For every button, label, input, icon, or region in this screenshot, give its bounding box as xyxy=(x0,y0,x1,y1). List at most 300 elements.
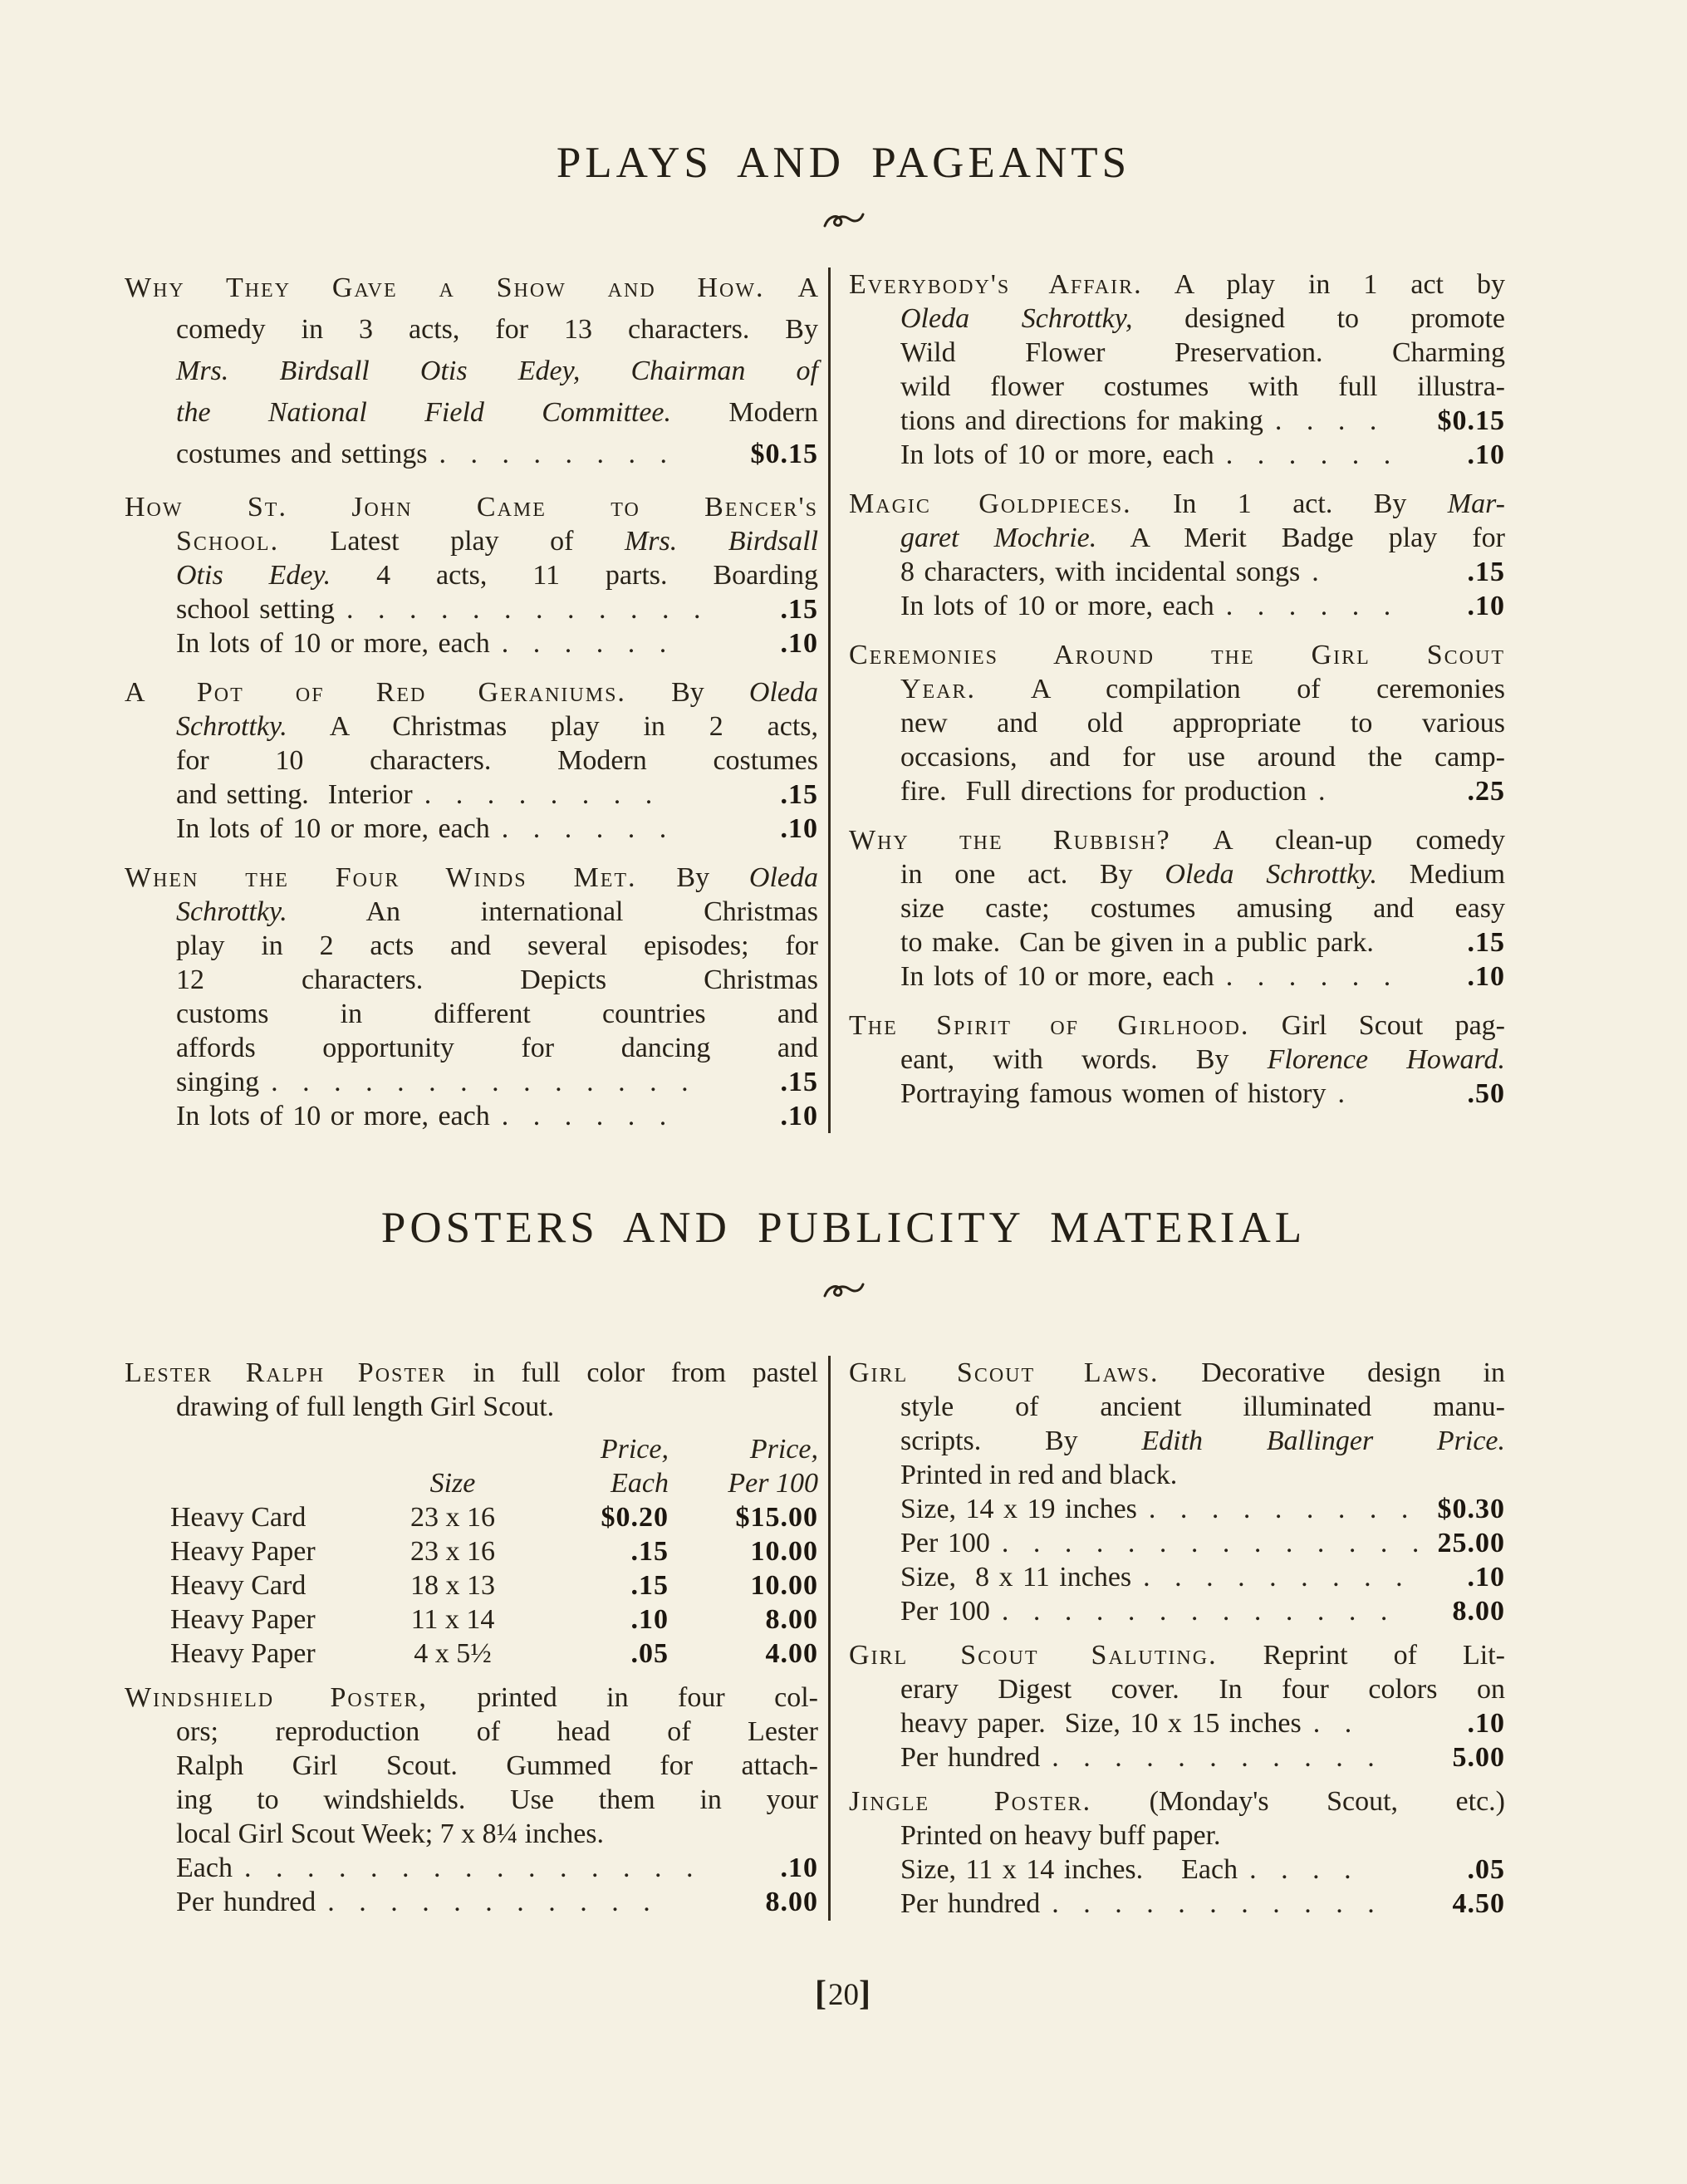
price-value: .10 xyxy=(1467,961,1505,992)
price-each-cell: .10 xyxy=(630,1604,669,1635)
size-cell: 18 x 13 xyxy=(410,1570,495,1601)
size-cell: Size xyxy=(429,1468,476,1499)
item-title-text: Magic Goldpieces. xyxy=(849,488,1132,519)
entry-line xyxy=(125,558,818,592)
dot-leader: . . . . . . . . . . . xyxy=(1052,1742,1382,1773)
entry-line xyxy=(849,1853,1505,1887)
section-ornament xyxy=(0,209,1687,234)
entry-line xyxy=(849,1043,1505,1077)
entry-line xyxy=(125,1099,818,1133)
dot-leader: . . . . . . . . . . . xyxy=(327,1887,658,1917)
body-text: new and old appropriate to various xyxy=(900,708,1505,739)
entry-line xyxy=(849,370,1505,404)
body-text: 4 acts, 11 parts. Boarding xyxy=(331,560,818,591)
entry-line xyxy=(125,434,818,475)
fleuron-icon xyxy=(822,1279,866,1304)
size-cell xyxy=(378,1432,527,1466)
price-per100-cell: 8.00 xyxy=(765,1604,818,1635)
plays-right-column xyxy=(849,267,1505,1133)
entry-line xyxy=(849,1492,1505,1526)
body-text: An international Christmas xyxy=(287,896,818,927)
item-title-text: Jingle Poster. xyxy=(849,1786,1092,1817)
table-row xyxy=(170,1602,818,1637)
item-title-text: A Pot of Red Geraniums. xyxy=(125,677,626,708)
price-value: .15 xyxy=(1467,927,1505,958)
body-text: in full color from pastel xyxy=(446,1357,818,1388)
stock-cell: Heavy Paper xyxy=(170,1536,316,1567)
entry-line xyxy=(849,1560,1505,1594)
body-text: wild flower costumes with full illustra- xyxy=(900,371,1505,402)
catalog-entry xyxy=(849,1009,1505,1111)
entry-line xyxy=(125,812,818,846)
price-value: .10 xyxy=(1467,591,1505,621)
entry-line xyxy=(125,1783,818,1817)
entry-line xyxy=(849,1818,1505,1853)
author-text: Oleda Schrottky, xyxy=(900,303,1133,334)
leader-text xyxy=(900,1492,1137,1526)
body-text: Modern xyxy=(671,397,818,428)
body-text: Latest play of xyxy=(279,526,625,557)
item-title-text: Everybody's Affair. xyxy=(849,269,1143,300)
size-cell: 23 x 16 xyxy=(410,1502,495,1533)
stock-cell: Heavy Paper xyxy=(170,1604,316,1635)
entry-line xyxy=(125,490,818,524)
body-text: singing xyxy=(176,1067,260,1097)
body-text: Reprint of Lit- xyxy=(1217,1640,1505,1671)
price-value: .25 xyxy=(1467,776,1505,807)
dot-leader: . . . . . . . . . . . xyxy=(1052,1888,1382,1919)
body-text: printed in four col- xyxy=(427,1682,818,1713)
author-text: garet Mochrie. xyxy=(900,523,1097,553)
body-text: Size, 14 x 19 inches xyxy=(900,1494,1137,1524)
entry-line xyxy=(849,1424,1505,1458)
page-number xyxy=(0,1974,1687,2014)
price-each-cell: .15 xyxy=(630,1536,669,1567)
section-title-posters-and-publicity: POSTERS AND PUBLICITY MATERIAL xyxy=(380,1204,1307,1252)
body-text: Per hundred xyxy=(900,1888,1041,1919)
dot-leader: . . . . . . xyxy=(501,1101,674,1131)
entry-line xyxy=(125,675,818,709)
price-each-cell: Each xyxy=(611,1468,669,1499)
author-text: Edith Ballinger Price. xyxy=(1141,1426,1506,1456)
body-text: drawing of full length Girl Scout. xyxy=(176,1391,555,1422)
body-text: In lots of 10 or more, each xyxy=(176,628,490,659)
entry-line xyxy=(849,1740,1505,1774)
leader-text xyxy=(900,774,1307,808)
item-title-text: Lester Ralph Poster xyxy=(125,1357,447,1388)
entry-line xyxy=(125,929,818,963)
column-divider-rule xyxy=(828,267,831,1133)
leader-text xyxy=(900,1526,990,1560)
item-title-text: Why They Gave a Show and How. xyxy=(125,272,765,303)
author-text: Schrottky. xyxy=(176,896,287,927)
dot-leader: . xyxy=(1312,557,1327,587)
dot-leader: . . . . . . xyxy=(1225,439,1399,470)
catalog-entry xyxy=(849,267,1505,472)
folio-close-bracket: ] xyxy=(859,1975,872,2013)
item-title-text: Windshield Poster, xyxy=(125,1682,428,1713)
body-text: designed to promote xyxy=(1132,303,1505,334)
price-value: .10 xyxy=(780,628,818,659)
entry-line xyxy=(125,744,818,778)
body-text: Portraying famous women of history xyxy=(900,1078,1327,1109)
catalog-entry xyxy=(849,487,1505,623)
body-text: comedy in 3 acts, for 13 characters. By xyxy=(176,314,818,345)
leader-text xyxy=(176,1065,259,1099)
table-row xyxy=(170,1500,818,1534)
leader-text xyxy=(176,1851,233,1885)
entry-line xyxy=(849,1009,1505,1043)
catalog-entry xyxy=(849,1356,1505,1628)
dot-leader: . . . . . . . . xyxy=(439,439,675,469)
body-text: Each xyxy=(176,1853,233,1883)
plays-left-column xyxy=(125,267,818,1133)
entry-line xyxy=(849,521,1505,555)
body-text: In lots of 10 or more, each xyxy=(176,1101,490,1131)
table-row xyxy=(170,1568,818,1602)
author-text: Oleda Schrottky. xyxy=(1165,859,1378,890)
leader-text xyxy=(900,404,1263,438)
entry-line xyxy=(125,963,818,997)
price-per100-cell: Price, xyxy=(749,1434,818,1465)
author-text: Schrottky. xyxy=(176,711,287,742)
section-ornament xyxy=(0,1279,1687,1304)
item-title-text: Girl Scout Saluting. xyxy=(849,1640,1218,1671)
leader-text xyxy=(900,589,1214,623)
leader-text xyxy=(176,434,428,475)
author-text: Florence Howard. xyxy=(1267,1044,1505,1075)
author-text: the National Field Committee. xyxy=(176,397,672,428)
price-value: $0.15 xyxy=(1437,405,1505,436)
body-text: affords opportunity for dancing and xyxy=(176,1033,818,1063)
catalog-entry xyxy=(125,675,818,846)
entry-line xyxy=(849,1887,1505,1921)
poster-price-table xyxy=(125,1432,818,1671)
body-text: In lots of 10 or more, each xyxy=(900,591,1214,621)
body-text: A Merit Badge play for xyxy=(1096,523,1505,553)
body-text: play in 2 acts and several episodes; for xyxy=(176,930,818,961)
size-cell: 11 x 14 xyxy=(410,1604,495,1635)
leader-text xyxy=(900,555,1300,589)
entry-line xyxy=(849,1638,1505,1672)
dot-leader: . . xyxy=(1312,1708,1360,1739)
entry-line xyxy=(125,1681,818,1715)
entry-line xyxy=(849,1390,1505,1424)
entry-line xyxy=(849,555,1505,589)
entry-line xyxy=(849,1356,1505,1390)
dot-leader: . . . . xyxy=(1274,405,1385,436)
leader-text xyxy=(900,959,1214,994)
leader-text xyxy=(900,1560,1131,1594)
size-cell: 23 x 16 xyxy=(410,1536,495,1567)
body-text: A xyxy=(764,272,818,303)
table-row xyxy=(170,1637,818,1671)
price-value: $0.15 xyxy=(750,439,818,469)
body-text: and setting. Interior xyxy=(176,779,413,810)
leader-text xyxy=(900,1594,990,1628)
leader-text xyxy=(900,1077,1327,1111)
leader-text xyxy=(176,626,490,660)
entry-line xyxy=(125,309,818,351)
catalog-entry xyxy=(125,267,818,475)
entry-line xyxy=(125,267,818,309)
entry-line xyxy=(849,1526,1505,1560)
dot-leader: . . . . . . xyxy=(501,628,674,659)
folio-number: 20 xyxy=(828,1978,859,2012)
stock-cell: Heavy Paper xyxy=(170,1638,316,1669)
price-value: .10 xyxy=(1467,1562,1505,1593)
author-text: Mrs. Birdsall Otis Edey, Chairman of xyxy=(176,356,818,386)
entry-line xyxy=(125,709,818,744)
body-text: eant, with words. By xyxy=(900,1044,1268,1075)
body-text: costumes and settings xyxy=(176,439,428,469)
body-text: Printed on heavy buff paper. xyxy=(900,1820,1221,1851)
body-text: In lots of 10 or more, each xyxy=(176,813,490,844)
catalog-entry xyxy=(125,1681,818,1919)
leader-text xyxy=(176,778,413,812)
entry-line xyxy=(125,861,818,895)
body-text: Printed in red and black. xyxy=(900,1460,1178,1490)
leader-text xyxy=(176,592,335,626)
body-text: size caste; costumes amusing and easy xyxy=(900,893,1505,924)
entry-line xyxy=(849,302,1505,336)
entry-line xyxy=(125,1065,818,1099)
leader-text xyxy=(900,1853,1238,1887)
price-value: .50 xyxy=(1467,1078,1505,1109)
leader-text xyxy=(900,925,1374,959)
body-text: Per hundred xyxy=(900,1742,1041,1773)
catalog-entry xyxy=(125,1356,818,1671)
body-text: Size, 8 x 11 inches xyxy=(900,1562,1132,1593)
entry-line xyxy=(849,487,1505,521)
author-text: Oleda xyxy=(748,862,818,893)
leader-text xyxy=(176,1099,490,1133)
body-text: heavy paper. Size, 10 x 15 inches xyxy=(900,1708,1302,1739)
body-text: ors; reproduction of head of Lester xyxy=(176,1716,818,1747)
table-row xyxy=(170,1534,818,1568)
leader-text xyxy=(176,812,490,846)
body-text: A play in 1 act by xyxy=(1142,269,1505,300)
entry-line xyxy=(125,1715,818,1749)
folio-open-bracket: [ xyxy=(815,1975,828,2013)
body-text: In lots of 10 or more, each xyxy=(900,961,1214,992)
dot-leader: . xyxy=(1337,1078,1352,1109)
catalog-entry xyxy=(849,638,1505,808)
body-text: A compilation of ceremonies xyxy=(976,674,1505,704)
price-per100-cell: Per 100 xyxy=(728,1468,818,1499)
body-text: tions and directions for making xyxy=(900,405,1263,436)
entry-line xyxy=(125,351,818,392)
author-text: Mrs. Birdsall xyxy=(624,526,819,557)
item-title-text: When the Four Winds Met. xyxy=(125,862,637,893)
posters-right-column xyxy=(849,1356,1505,1921)
item-title-text: Girl Scout Laws. xyxy=(849,1357,1160,1388)
body-text: Wild Flower Preservation. Charming xyxy=(900,337,1505,368)
price-each-cell: Price, xyxy=(600,1434,669,1465)
item-title-text: How St. John Came to Bencer's xyxy=(125,492,818,523)
entry-line xyxy=(849,1784,1505,1818)
entry-line xyxy=(125,1885,818,1919)
table-header-row xyxy=(170,1466,818,1500)
body-text: Size, 11 x 14 inches. Each xyxy=(900,1854,1238,1885)
entry-line xyxy=(125,1749,818,1783)
entry-line xyxy=(849,740,1505,774)
entry-line xyxy=(849,589,1505,623)
price-each-cell: .15 xyxy=(630,1570,669,1601)
body-text: school setting xyxy=(176,594,335,625)
entry-line xyxy=(849,638,1505,672)
column-divider-rule xyxy=(828,1356,831,1921)
price-value: 8.00 xyxy=(765,1887,818,1917)
fleuron-icon xyxy=(822,209,866,234)
entry-line xyxy=(125,997,818,1031)
body-text: A Christmas play in 2 acts, xyxy=(287,711,818,742)
entry-line xyxy=(849,774,1505,808)
catalog-entry xyxy=(849,1784,1505,1921)
body-text: Per 100 xyxy=(900,1596,990,1627)
body-text: erary Digest cover. In four colors on xyxy=(900,1674,1505,1705)
entry-line xyxy=(849,823,1505,857)
entry-line xyxy=(849,404,1505,438)
item-title-text: Ceremonies Around the Girl Scout xyxy=(849,640,1505,670)
dot-leader: . . . . . . xyxy=(501,813,674,844)
body-text: customs in different countries and xyxy=(176,999,818,1029)
body-text: occasions, and for use around the camp- xyxy=(900,742,1505,773)
price-value: 25.00 xyxy=(1437,1528,1505,1558)
price-each-cell: $0.20 xyxy=(601,1502,669,1533)
stock-cell xyxy=(170,1466,378,1500)
dot-leader: . . . . . . . . . . . . . . xyxy=(1001,1528,1427,1558)
body-text: By xyxy=(625,677,749,708)
catalog-entry xyxy=(125,861,818,1133)
entry-line xyxy=(849,857,1505,891)
entry-line xyxy=(125,1851,818,1885)
entry-line xyxy=(125,1817,818,1851)
entry-line xyxy=(125,895,818,929)
price-value: .05 xyxy=(1467,1854,1505,1885)
price-value: .10 xyxy=(1467,439,1505,470)
dot-leader: . . . . . . . . xyxy=(424,779,660,810)
price-value: .15 xyxy=(780,594,818,625)
dot-leader: . . . . . . . . . xyxy=(1143,1562,1410,1593)
entry-line xyxy=(849,706,1505,740)
dot-leader: . . . . . . xyxy=(1225,591,1399,621)
price-value: .15 xyxy=(780,1067,818,1097)
price-value: .15 xyxy=(780,779,818,810)
item-title-text: Year. xyxy=(900,674,977,704)
body-text: A clean-up comedy xyxy=(1170,825,1505,856)
price-value: .10 xyxy=(780,1853,818,1883)
leader-text xyxy=(900,1706,1302,1740)
body-text: in one act. By xyxy=(900,859,1165,890)
entry-line xyxy=(849,267,1505,302)
body-text: style of ancient illuminated manu- xyxy=(900,1391,1505,1422)
dot-leader: . . . . . . . . . . . . xyxy=(346,594,709,625)
price-value: .10 xyxy=(780,1101,818,1131)
catalog-entry xyxy=(125,490,818,660)
price-value: 4.50 xyxy=(1452,1888,1505,1919)
entry-line xyxy=(849,891,1505,925)
body-text: ing to windshields. Use them in your xyxy=(176,1784,818,1815)
body-text: In 1 act. By xyxy=(1131,488,1448,519)
dot-leader: . . . . . . . . . . . . . . xyxy=(271,1067,696,1097)
price-per100-cell: 10.00 xyxy=(750,1536,818,1567)
body-text: Per hundred xyxy=(176,1887,316,1917)
leader-text xyxy=(900,438,1214,472)
dot-leader: . . . . . . xyxy=(1225,961,1399,992)
entry-line xyxy=(125,524,818,558)
author-text: Otis Edey. xyxy=(176,560,331,591)
price-value: .10 xyxy=(780,813,818,844)
body-text: By xyxy=(636,862,749,893)
leader-text xyxy=(900,1887,1040,1921)
body-text: Per 100 xyxy=(900,1528,990,1558)
table-header-row xyxy=(170,1432,818,1466)
dot-leader: . xyxy=(1318,776,1333,807)
leader-text xyxy=(176,1885,316,1919)
entry-line xyxy=(125,626,818,660)
item-title-text: Why the Rubbish? xyxy=(849,825,1171,856)
catalog-entry xyxy=(849,1638,1505,1774)
entry-line xyxy=(125,392,818,434)
body-text: In lots of 10 or more, each xyxy=(900,439,1214,470)
entry-line xyxy=(125,1390,818,1424)
entry-line xyxy=(125,1356,818,1390)
entry-line xyxy=(849,925,1505,959)
entry-line xyxy=(849,438,1505,472)
body-text: Girl Scout pag- xyxy=(1249,1010,1505,1041)
body-text: (Monday's Scout, etc.) xyxy=(1091,1786,1505,1817)
dot-leader: . . . . . . . . . xyxy=(1148,1494,1416,1524)
entry-line xyxy=(849,672,1505,706)
stock-cell: Heavy Card xyxy=(170,1570,307,1601)
plays-section-columns xyxy=(125,267,1505,1133)
entry-line xyxy=(849,336,1505,370)
body-text: local Girl Scout Week; 7 x 8¼ inches. xyxy=(176,1818,605,1849)
entry-line xyxy=(125,592,818,626)
body-text: scripts. By xyxy=(900,1426,1142,1456)
section-title-plays-and-pageants: PLAYS AND PAGEANTS xyxy=(556,139,1131,187)
body-text: for 10 characters. Modern costumes xyxy=(176,745,818,776)
body-text: Decorative design in xyxy=(1159,1357,1505,1388)
dot-leader: . . . . xyxy=(1249,1854,1359,1885)
body-text: fire. Full directions for production xyxy=(900,776,1307,807)
size-cell: 4 x 5½ xyxy=(414,1638,492,1669)
author-text: Mar- xyxy=(1447,488,1505,519)
entry-line xyxy=(849,1594,1505,1628)
price-each-cell: .05 xyxy=(630,1638,669,1669)
entry-line xyxy=(849,1706,1505,1740)
catalog-entry xyxy=(849,823,1505,994)
price-per100-cell: $15.00 xyxy=(735,1502,818,1533)
body-text: 8 characters, with incidental songs xyxy=(900,557,1301,587)
body-text: Medium xyxy=(1377,859,1506,890)
item-title-text: School. xyxy=(176,526,280,557)
price-per100-cell: 4.00 xyxy=(765,1638,818,1669)
dot-leader: . . . . . . . . . . . . . xyxy=(1001,1596,1395,1627)
stock-cell xyxy=(170,1432,378,1466)
entry-line xyxy=(125,778,818,812)
price-per100-cell: 10.00 xyxy=(750,1570,818,1601)
body-text: 12 characters. Depicts Christmas xyxy=(176,964,818,995)
price-value: 8.00 xyxy=(1452,1596,1505,1627)
dot-leader: . . . . . . . . . . . . . . . xyxy=(243,1853,701,1883)
entry-line xyxy=(849,959,1505,994)
price-value: $0.30 xyxy=(1437,1494,1505,1524)
entry-line xyxy=(125,1031,818,1065)
stock-cell: Heavy Card xyxy=(170,1502,307,1533)
price-value: .15 xyxy=(1467,557,1505,587)
